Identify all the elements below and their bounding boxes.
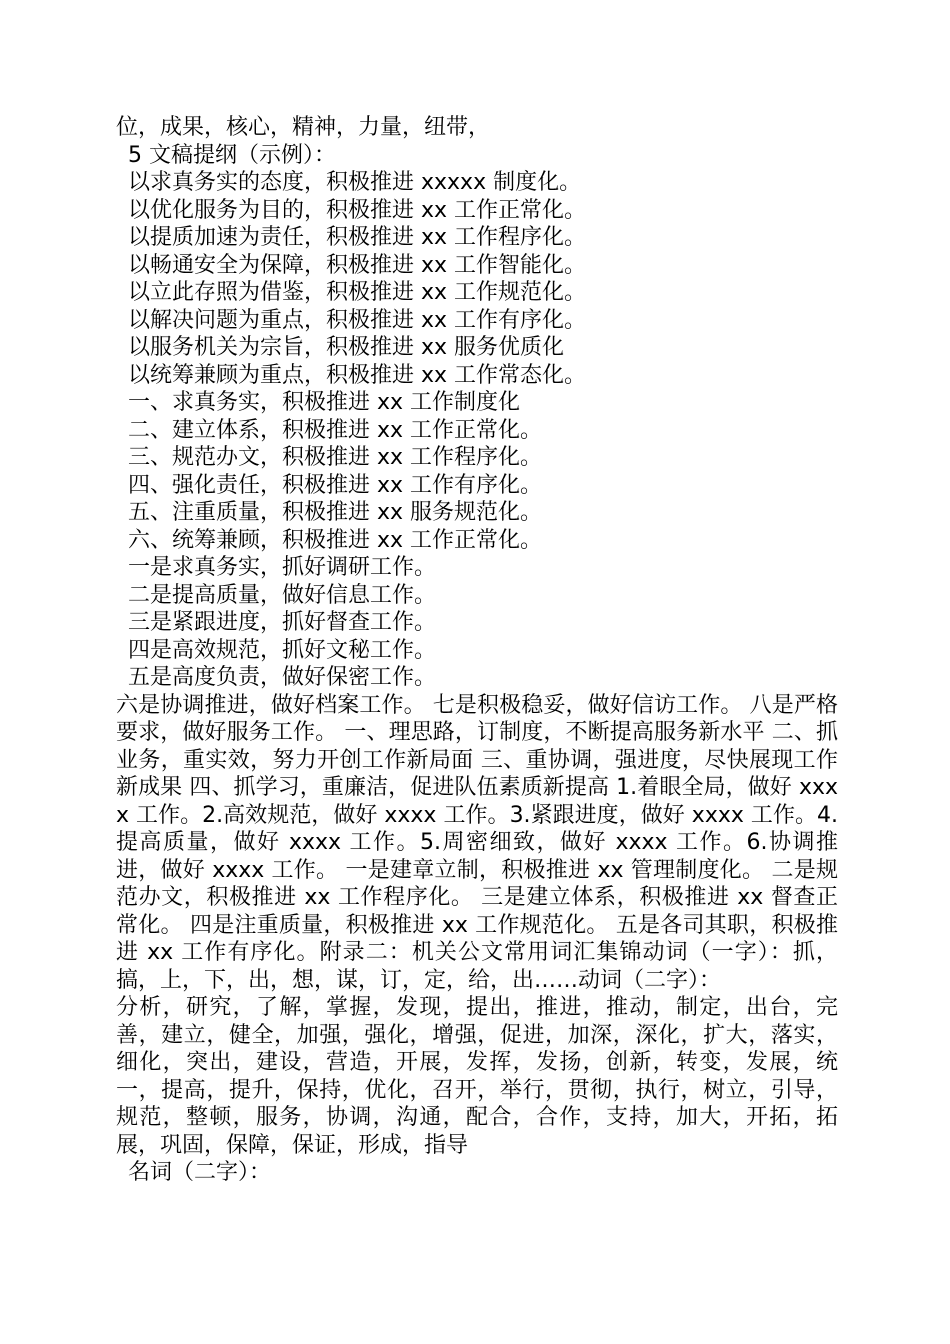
- text-line-13: 三、规范办文，积极推进 xx 工作程序化。: [128, 445, 543, 470]
- text-line-1: 位，成果，核心，精神，力量，纽带，: [116, 115, 491, 140]
- body-paragraph-2: 分析，研究，了解，掌握，发现，提出，推进，推动，制定，出台，完善，建立，健全，加强，强化，增强，促进，加深，深化，扩大，落实，细化，突出，建设，营造，开展，发挥，发扬，创新，转变，发展，统一，提高，提升，保持，优化，召开，举行，贯彻，执行，树立，引导，规范，整顿，服务，协调，沟通，配合，合作，支持，加大，开拓，拓展，巩固，保障，保证，形成，指导: [116, 995, 838, 1158]
- text-line-12: 二、建立体系，积极推进 xx 工作正常化。: [128, 417, 543, 443]
- text-line-11: 一、求真务实，积极推进 xx 工作制度化: [128, 390, 521, 415]
- text-line-17: 一是求真务实，抓好调研工作。: [128, 555, 437, 580]
- text-line-7: 以立此存照为借鉴，积极推进 xx 工作规范化。: [128, 280, 587, 305]
- text-line-20: 四是高效规范，抓好文秘工作。: [128, 637, 437, 663]
- text-line-19: 三是紧跟进度，抓好督查工作。: [128, 610, 437, 635]
- text-line-21: 五是高度负责，做好保密工作。: [128, 665, 437, 690]
- text-line-18: 二是提高质量，做好信息工作。: [128, 582, 437, 608]
- text-line-14: 四、强化责任，积极推进 xx 工作有序化。: [128, 472, 543, 498]
- text-line-15: 五、注重质量，积极推进 xx 服务规范化。: [128, 500, 543, 525]
- text-line-5: 以提质加速为责任，积极推进 xx 工作程序化。: [128, 225, 587, 250]
- text-line-9: 以服务机关为宗旨，积极推进 xx 服务优质化: [128, 335, 565, 360]
- section-heading: 5 文稿提纲（示例）：: [128, 142, 336, 168]
- text-line-6: 以畅通安全为保障，积极推进 xx 工作智能化。: [128, 252, 587, 278]
- document-page: [116, 114, 838, 1187]
- text-line-8: 以解决问题为重点，积极推进 xx 工作有序化。: [128, 307, 587, 333]
- body-paragraph-1: 六是协调推进，做好档案工作。 七是积极稳妥，做好信访工作。 八是严格要求，做好服务工作。 一、理思路，订制度，不断提高服务新水平 二、抓业务，重实效，努力开创工作新局面 三、重协调，强进度，尽快展现工作新成果 四、抓学习，重廉洁，促进队伍素质新提高 1.着眼全局，做好 xxxx 工作。2.高效规范，做好 xxxx 工作。3.紧跟进度，做好 xxxx 工作。4.提高质量，做好 xxxx 工作。5.周密细致，做好 xxxx 工作。6.协调推进，做好 xxxx 工作。 一是建章立制，积极推进 xx 管理制度化。 二是规范办文，积极推进 xx 工作程序化。 三是建立体系，积极推进 xx 督查正常化。 四是注重质量，积极推进 xx 工作规范化。 五是各司其职，积极推进 xx 工作有序化。附录二：机关公文常用词汇集锦动词（一字）：抓，搞，上，下，出，想，谋，订，定，给，出……动词（二字）：: [116, 692, 838, 993]
- text-line-last: 名词（二字）：: [128, 1160, 272, 1185]
- text-line-10: 以统筹兼顾为重点，积极推进 xx 工作常态化。: [128, 362, 587, 388]
- text-line-3: 以求真务实的态度，积极推进 xxxxx 制度化。: [128, 170, 582, 195]
- text-line-16: 六、统筹兼顾，积极推进 xx 工作正常化。: [128, 527, 543, 553]
- text-line-4: 以优化服务为目的，积极推进 xx 工作正常化。: [128, 197, 587, 223]
